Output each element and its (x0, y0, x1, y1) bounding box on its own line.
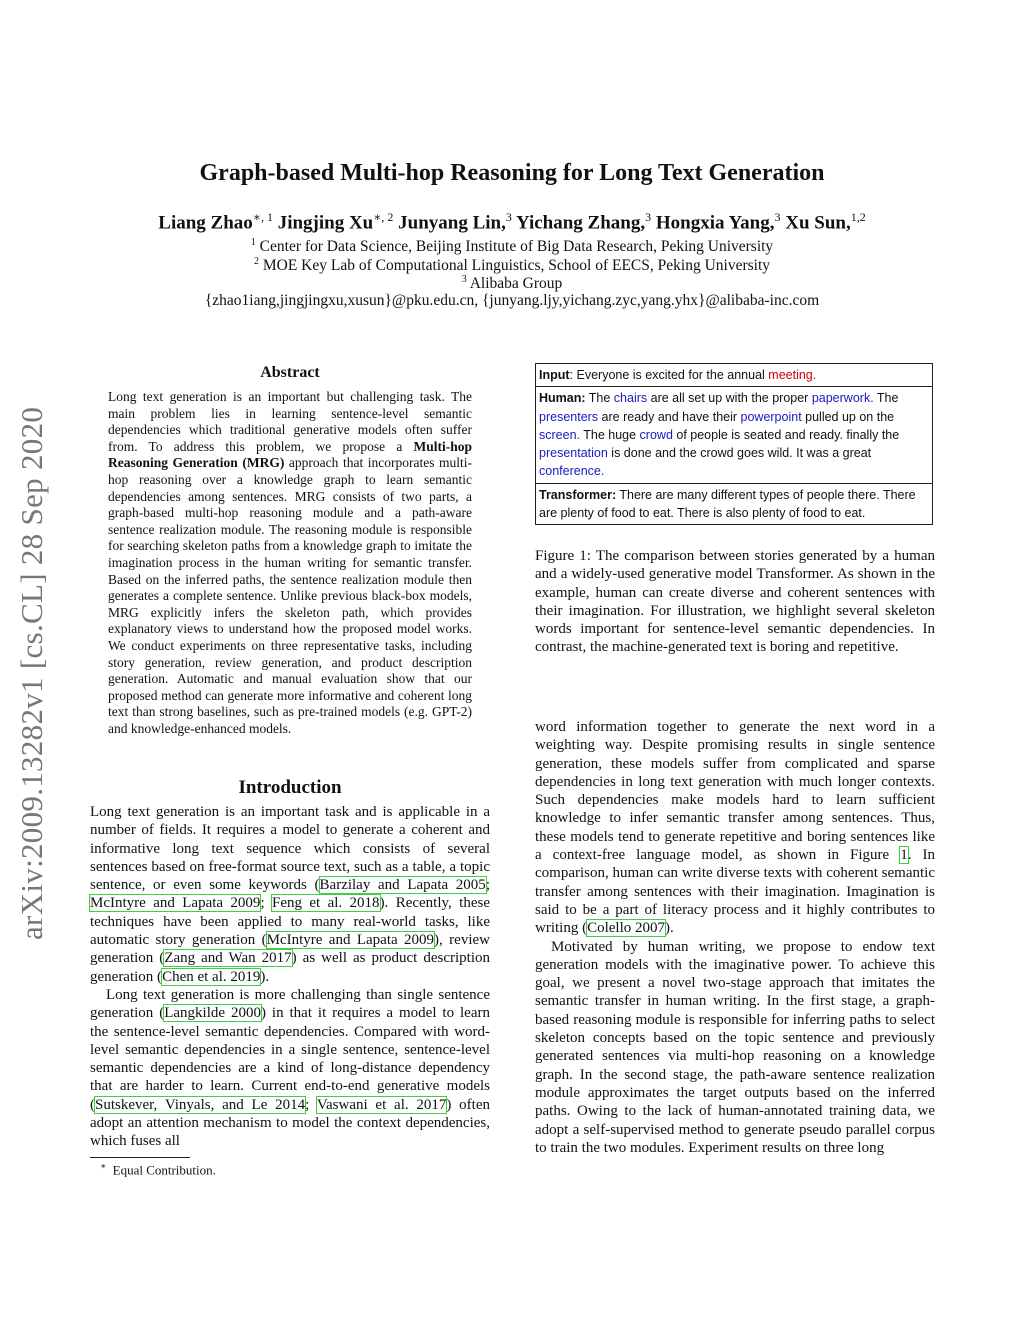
citation-link[interactable]: Langkilde 2000 (164, 1005, 261, 1022)
author-name: Xu Sun, (785, 212, 851, 234)
affiliation-3: $^3$ Alibaba Group (461, 274, 563, 293)
author-name: Jingjing Xu (277, 212, 374, 234)
affiliation-2: $^2$ MOE Key Lab of Computational Linguistics, School of EECS, Peking University (253, 256, 771, 275)
author-name: Junyang Lin, (398, 212, 506, 234)
figure-transformer-row: Transformer: There are many different types of people there. There are plenty of food to eat. There is also plenty of food to eat. (536, 483, 932, 525)
abstract-heading: Abstract (260, 364, 320, 381)
skeleton-word: presentation (539, 446, 608, 461)
footnote: ∗ Equal Contribution. (100, 1161, 216, 1178)
citation-link[interactable]: Vaswani et al. 2017 (316, 1096, 447, 1113)
citation-link[interactable]: 1 (900, 847, 908, 864)
author-affiliation-mark: ∗, 2 (373, 210, 394, 224)
citation-link[interactable]: Zang and Wan 2017 (164, 950, 292, 967)
author-affiliation-mark: 3 (645, 210, 652, 224)
skeleton-word: crowd (639, 427, 673, 442)
citation-link[interactable]: McIntyre and Lapata 2009 (90, 895, 261, 912)
figure-input-row: Input: Everyone is excited for the annual meeting. (539, 368, 817, 382)
skeleton-word: paperwork. (811, 391, 874, 406)
citation-link[interactable]: Colello 2007 (587, 920, 665, 937)
skeleton-word: chairs (613, 391, 648, 406)
skeleton-word: presenters (539, 409, 599, 424)
introduction-heading: Introduction (238, 777, 342, 798)
abstract-text: Long text generation is an important but challenging task. The main problem lies in learning sentence-level semantic dependencies which traditional generative models often suffer from. To address this problem, we propose a Multi-hop Reasoning Generation (MRG) approach that incorporates multi-hop reasoning over a knowledge graph to learn semantic dependencies among sentences. MRG consists of two parts, a graph-based multi-hop reasoning module and a path-aware sentence realization module. The reasoning module is responsible for searching skeleton paths from a knowledge graph to imitate the imagination process in the human writing for semantic transfer. Based on the inferred paths, the sentence realization module then generates a complete sentence. Unlike previous black-box models, MRG explicitly infers the skeleton path, which provides explanatory views to understand how the proposed model works. We conduct experiments on three representative tasks, including story generation, review generation, and product description generation. Automatic and manual evaluation show that our proposed method can generate more informative and coherent long text than strong baselines, such as pre-trained models (e.g. GPT-2) and knowledge-enhanced models. (108, 389, 473, 736)
intro-left-column (90, 803, 490, 1151)
skeleton-word: conference. (539, 464, 605, 479)
arxiv-stamp: arXiv:2009.13282v1 [cs.CL] 28 Sep 2020 (14, 406, 49, 940)
citation-link[interactable]: McIntyre and Lapata 2009 (266, 932, 435, 949)
author-list (0, 210, 1024, 234)
author-name: Liang Zhao (158, 212, 253, 234)
skeleton-word: powerpoint (740, 409, 802, 424)
author-emails: {zhao1iang,jingjingxu,xusun}@pku.edu.cn, {junyang.ljy,yichang.zyc,yang.yhx}@alibaba-inc.com (204, 292, 820, 309)
skeleton-word: screen. (539, 427, 580, 442)
author-affiliation-mark: 3 (505, 210, 512, 224)
citation-link[interactable]: Feng et al. 2018 (272, 895, 380, 912)
author-name: Hongxia Yang, (655, 212, 775, 234)
intro-paragraph-1: Long text generation is an important task and is applicable in a number of fields. It requires a model to generate a coherent and informative long text sequence which consists of several sentences based on free-format source text, such as a table, a topic sentence, or even some keywords (Barzilay and Lapata 2005; McIntyre and Lapata 2009; Feng et al. 2018). Recently, these techniques have been applied to many real-world tasks, like automatic story generation (McIntyre and Lapata 2009), review generation (Zang and Wan 2017) as well as product description generation (Chen et al. 2019). (90, 804, 490, 985)
intro-right-column (535, 718, 935, 1157)
intro-paragraph-3: Motivated by human writing, we propose to endow text generation models with the imaginative power. To achieve this goal, we present a novel two-stage approach that imitates the semantic transfer in human writing. In the first stage, a graph-based reasoning module is responsible for inferring paths to select skeleton concepts based on the topic sentence and previously generated sentences via multi-hop reasoning on a knowledge graph. In the second stage, the path-aware sentence realization module approximates the target outputs based on the inferred paths. Owing to the lack of human-annotated training data, we adopt a self-supervised method to generate pseudo parallel corpus to train the two modules. Experiment results on three long (535, 938, 935, 1156)
citation-link[interactable]: Barzilay and Lapata 2005 (319, 877, 486, 894)
intro-paragraph-2: Long text generation is more challenging than single sentence generation (Langkilde 2000) in that it requires a model to learn the sentence-level semantic dependencies. Compared with word-level semantic dependencies in a single sentence, sentence-level semantic dependencies are a kind of long-distance dependency that are harder to learn. Current end-to-end generative models (Sutskever, Vinyals, and Le 2014; Vaswani et al. 2017) often adopt an attention mechanism to model the context dependencies, which fuses all (90, 986, 490, 1150)
author-affiliation-mark: 1,2 (850, 210, 866, 224)
paper-title: Graph-based Multi-hop Reasoning for Long Text Generation (199, 160, 825, 186)
author-name: Yichang Zhang, (515, 212, 646, 234)
figure-1-caption: Figure 1: The comparison between stories generated by a human and a widely-used generative model Transformer. As shown in the example, human can create diverse and coherent sentences with their imagination. For illustration, we highlight several skeleton words important for sentence-level semantic dependencies. In contrast, the machine-generated text is boring and repetitive. (535, 548, 935, 656)
figure-human-row: Human: The chairs are all set up with the proper paperwork. The presenters are ready and have their powerpoint pulled up on the screen. The huge crowd of people is seated and ready. finally the presentation is done and the crowd goes wild. It was a great conference. (536, 386, 932, 482)
author-affiliation-mark: 3 (774, 210, 781, 224)
affiliation-1: $^1$ Center for Data Science, Beijing Institute of Big Data Research, Peking University (250, 237, 774, 256)
abstract-bold-abbr: MRG (246, 455, 280, 471)
footnote-rule (90, 1157, 190, 1158)
author-affiliation-mark: ∗, 1 (252, 210, 273, 224)
abstract-bold-method: Multi-hop Reasoning Generation (108, 438, 472, 471)
figure-1-box (535, 363, 933, 525)
citation-link[interactable]: Sutskever, Vinyals, and Le 2014 (95, 1096, 306, 1113)
intro-paragraph-2-cont: word information together to generate the next word in a weighting way. Despite promising results in single sentence generation, these models suffer from complicated and sparse dependencies in long text generation with much longer contexts. Such dependencies make models hard to learn sufficient knowledge to infer semantic transfer among sentences. Thus, these models tend to generate repetitive and boring sentences like a context-free language model, as shown in Figure 1. In comparison, human can write diverse texts with coherent semantic transfer among sentences with their imagination. Imagination is said to be a part of literacy process and it highly contributes to writing (Colello 2007). (535, 719, 935, 937)
citation-link[interactable]: Chen et al. 2019 (162, 968, 261, 985)
